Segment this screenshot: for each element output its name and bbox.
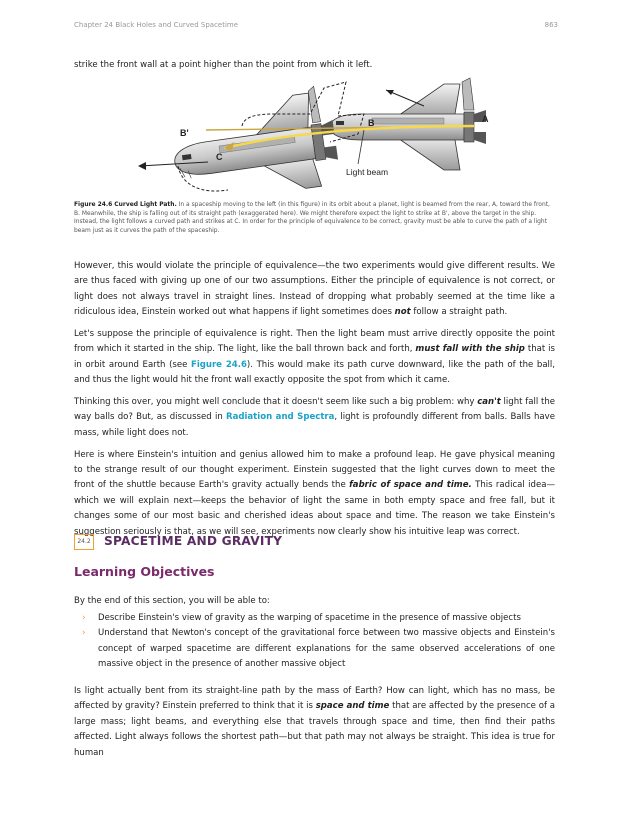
radiation-spectra-link[interactable]: Radiation and Spectra: [226, 412, 335, 423]
final-paragraph: Is light actually bent from its straight-line path by the mass of Earth? How can light, which has no mass, be affected by gravity? Einstein preferred to think that it is space and time that are affected by the presence of a large mass; light beams, and everything else that travels through space and time, then find their paths affected. Light always follows the shortest path—but that path may not always be straight. This idea is true for human: [74, 686, 555, 758]
curved-light-path-figure: [124, 74, 514, 198]
label-b: B: [368, 118, 375, 128]
section-title: SPACETIME AND GRAVITY: [104, 534, 283, 548]
objectives-list: [74, 611, 555, 673]
label-b-prime: B': [180, 128, 189, 138]
running-header-chapter: Chapter 24 Black Holes and Curved Spacetime: [74, 21, 239, 29]
list-item: › Understand that Newton's concept of the gravitational force between two massive objects and Einstein's concept of warped spacetime are different explanations for the same observed accelerations of one massive object in the presence of another massive object: [82, 628, 555, 670]
shuttle-right: [330, 78, 486, 170]
intro-line: strike the front wall at a point higher than the point from which it left.: [74, 60, 373, 70]
learning-objectives-heading: Learning Objectives: [74, 564, 215, 579]
caption-text: In a spaceship moving to the left (in this figure) in its orbit about a planet, light is beamed from the rear, A, toward the front, B. Meanwhile, the ship is falling out of its straight path (exaggerated here). We might therefore expect the light to strike at B', above the target in the ship. Instead, the light follows a curved path and strikes at C. In order for the principle of equivalence to be correct, gravity must be able to curve the path of a light beam just as it curves the path of the spaceship.: [74, 201, 550, 235]
figure-link[interactable]: Figure 24.6: [190, 359, 247, 370]
body-text: [74, 259, 555, 546]
paragraph-3: Thinking this over, you might well conclude that it doesn't seem like such a big problem: why can't light fall the way balls do? But, as discussed in Radiation and Spectra, light is profoundly different from balls. Balls have mass, while light does not.: [74, 397, 555, 438]
objectives-intro: By the end of this section, you will be able to:: [74, 596, 270, 606]
chevron-right-icon: ›: [82, 628, 86, 639]
label-light-beam: Light beam: [346, 167, 389, 177]
label-a: A: [482, 114, 489, 124]
paragraph-2: Let's suppose the principle of equivalence is right. Then the light beam must arrive directly opposite the point from which it started in the ship. The light, like the ball thrown back and forth, must fall with the ship that is in orbit around Earth (see Figure 24.6). This would make its path curve downward, like the path of the ball, and thus the light would hit the front wall exactly opposite the spot from which it came.: [74, 329, 556, 386]
chevron-right-icon: ›: [82, 613, 86, 623]
figure-caption: [74, 201, 555, 236]
list-item: › Describe Einstein's view of gravity as the warping of spacetime in the presence of massive objects: [74, 611, 555, 626]
page-number: 863: [544, 21, 558, 29]
section-number-badge: 24.2: [74, 534, 94, 550]
paragraph-1: However, this would violate the principle of equivalence—the two experiments would give different results. We are thus faced with giving up one of our two assumptions. Either the principle of equivalence is not correct, or light does not always travel in straight lines. Instead of dropping what probably seemed at the time like a ridiculous idea, Einstein worked out what happens if light sometimes does not follow a straight path.: [74, 261, 555, 318]
label-c: C: [216, 152, 223, 162]
paragraph-4: Here is where Einstein's intuition and genius allowed him to make a profound leap. He gave physical meaning to the strange result of our thought experiment. Einstein suggested that the light curves down to meet the front of the shuttle because Earth's gravity actually bends the fabric of space and time. This radical idea—which we will explain next—keeps the behavior of light the same in both empty space and free fall, but it changes some of our most basic and cherished ideas about space and time. The reason we take Einstein's suggestion seriously is that, as we will see, experiments now clearly show his intuitive leap was correct.: [74, 449, 555, 537]
caption-title: Figure 24.6 Curved Light Path.: [74, 201, 177, 208]
